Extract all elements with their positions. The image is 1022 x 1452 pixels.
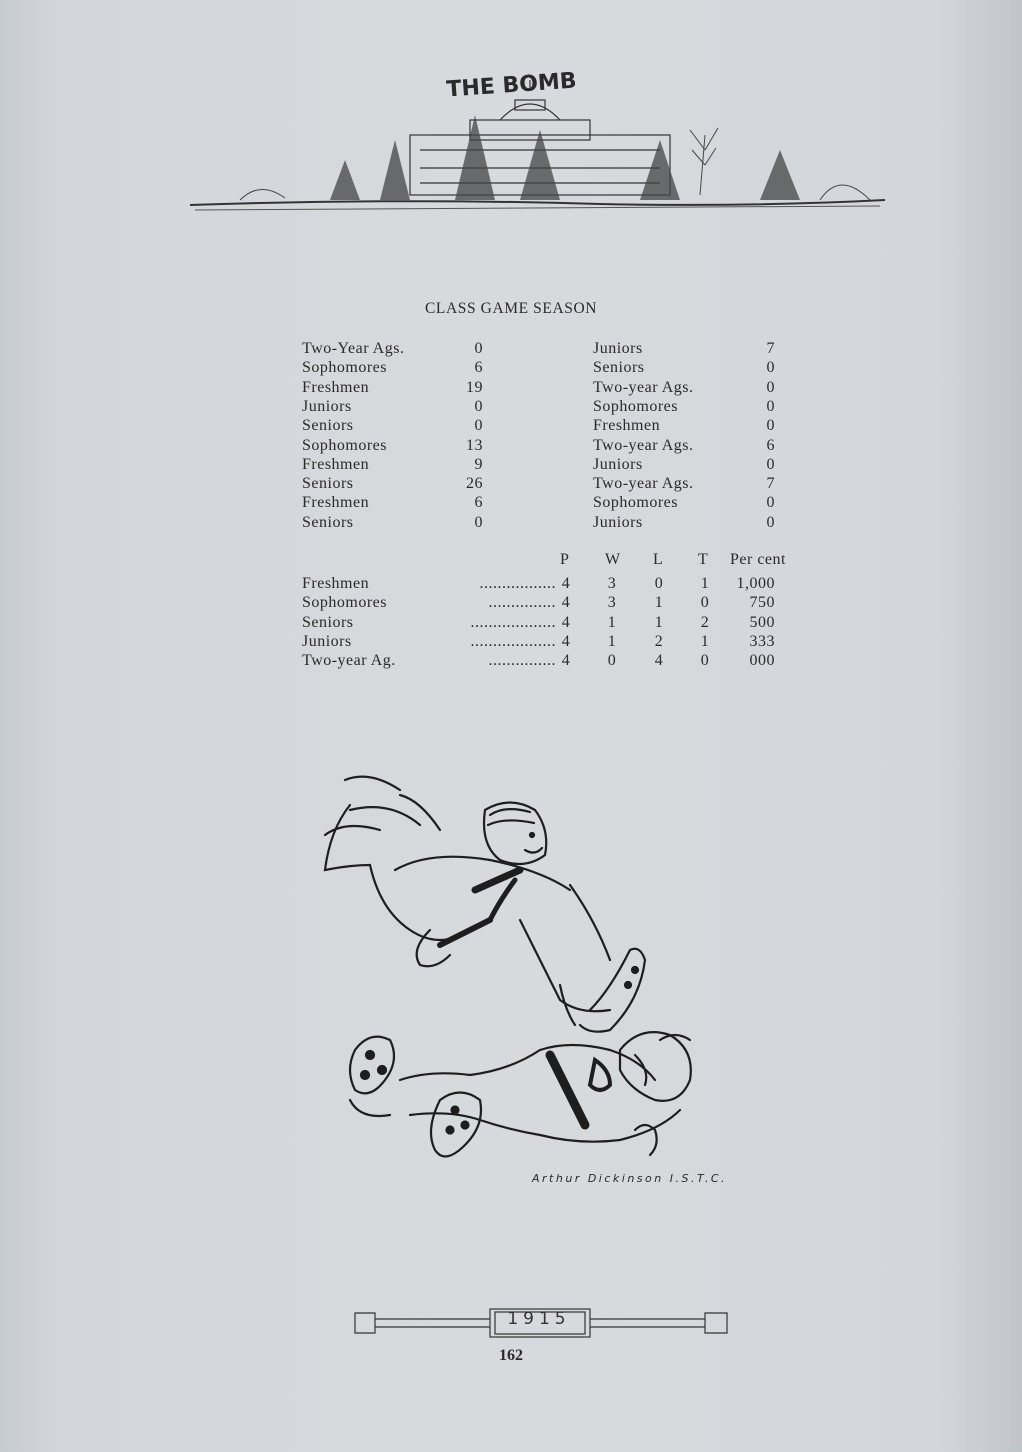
game-score-a: 0 <box>474 417 483 435</box>
standings-won: 3 <box>607 594 617 612</box>
game-score-a: 6 <box>474 494 483 512</box>
standings-lost: 2 <box>654 632 664 650</box>
col-header-w: W <box>605 551 621 568</box>
game-row <box>0 379 1022 398</box>
col-header-l: L <box>653 551 664 568</box>
standings-percent: 500 <box>749 613 775 631</box>
game-score-b: 0 <box>766 378 775 396</box>
game-row <box>0 340 1022 359</box>
game-score-a: 0 <box>474 513 483 531</box>
game-row <box>0 398 1022 417</box>
game-team-a: Sophomores <box>302 359 387 377</box>
game-team-a: Freshmen <box>302 455 370 473</box>
standings-lost: 1 <box>654 594 664 612</box>
game-score-a: 0 <box>474 397 483 415</box>
standings-leader-dots: ................. <box>479 575 556 592</box>
game-score-b: 0 <box>766 417 775 435</box>
col-header-pct: Per cent <box>730 551 786 568</box>
game-score-b: 0 <box>766 494 775 512</box>
game-row <box>0 417 1022 436</box>
game-score-a: 26 <box>466 475 483 493</box>
game-team-b: Juniors <box>593 455 643 473</box>
game-team-a: Freshmen <box>302 494 370 512</box>
standings-team: Seniors <box>302 613 354 631</box>
standings-played: 4 <box>561 594 571 612</box>
game-row <box>0 514 1022 533</box>
standings-lost: 0 <box>654 575 664 592</box>
standings-won: 1 <box>607 632 617 650</box>
game-team-b: Sophomores <box>593 494 678 512</box>
standings-won: 3 <box>607 575 617 592</box>
game-row <box>0 359 1022 378</box>
game-team-b: Two-year Ags. <box>593 436 694 454</box>
standings-team: Juniors <box>302 632 352 650</box>
game-row <box>0 456 1022 475</box>
standings-lost: 1 <box>654 613 664 631</box>
standings-percent: 333 <box>749 632 775 650</box>
game-score-b: 0 <box>766 513 775 531</box>
game-team-b: Freshmen <box>593 417 661 435</box>
masthead-illustration <box>0 0 1022 220</box>
col-header-p: P <box>560 551 570 568</box>
game-team-b: Sophomores <box>593 397 678 415</box>
game-score-b: 0 <box>766 397 775 415</box>
game-team-a: Sophomores <box>302 436 387 454</box>
game-score-a: 9 <box>474 455 483 473</box>
game-score-a: 19 <box>466 378 483 396</box>
standings-tied: 0 <box>700 594 710 612</box>
game-score-b: 7 <box>766 340 775 357</box>
artist-signature: Arthur Dickinson I.S.T.C. <box>532 1172 728 1185</box>
standings-tied: 2 <box>700 613 710 631</box>
section-title: CLASS GAME SEASON <box>424 300 598 317</box>
standings-percent: 750 <box>749 594 775 612</box>
standings-won: 1 <box>607 613 617 631</box>
standings-played: 4 <box>561 575 571 592</box>
standings-played: 4 <box>561 632 571 650</box>
game-team-b: Juniors <box>593 513 643 531</box>
standings-leader-dots: ............... <box>488 594 556 612</box>
standings-tied: 1 <box>700 575 710 592</box>
masthead-title: THE BOMB <box>445 68 578 103</box>
standings-team: Sophomores <box>302 594 387 612</box>
game-team-a: Seniors <box>302 513 354 531</box>
game-team-a: Seniors <box>302 417 354 435</box>
standings-team: Freshmen <box>302 575 370 592</box>
standings-leader-dots: ............... <box>488 652 556 670</box>
game-team-b: Two-year Ags. <box>593 475 694 493</box>
standings-played: 4 <box>561 613 571 631</box>
game-score-b: 6 <box>766 436 775 454</box>
game-team-a: Seniors <box>302 475 354 493</box>
game-row <box>0 437 1022 456</box>
game-team-b: Two-year Ags. <box>593 378 694 396</box>
game-row <box>0 494 1022 513</box>
standings-team: Two-year Ag. <box>302 652 396 670</box>
game-score-a: 6 <box>474 359 483 377</box>
standings-leader-dots: ................... <box>470 632 556 650</box>
football-cartoon-illustration <box>310 770 770 1190</box>
standings-played: 4 <box>561 652 571 670</box>
game-team-a: Two-Year Ags. <box>302 340 405 357</box>
col-header-t: T <box>698 551 709 568</box>
page-number: 162 <box>499 1347 523 1364</box>
standings-tied: 1 <box>700 632 710 650</box>
standings-lost: 4 <box>654 652 664 670</box>
standings-percent: 000 <box>749 652 775 670</box>
game-score-b: 7 <box>766 475 775 493</box>
game-team-a: Juniors <box>302 397 352 415</box>
standings-won: 0 <box>607 652 617 670</box>
game-score-a: 13 <box>466 436 483 454</box>
standings-percent: 1,000 <box>736 575 775 592</box>
game-row <box>0 475 1022 494</box>
footer-year: 1915 <box>507 1309 571 1329</box>
game-score-a: 0 <box>474 340 483 357</box>
standings-tied: 0 <box>700 652 710 670</box>
game-team-b: Juniors <box>593 340 643 357</box>
game-team-b: Seniors <box>593 359 645 377</box>
game-score-b: 0 <box>766 359 775 377</box>
game-score-b: 0 <box>766 455 775 473</box>
game-team-a: Freshmen <box>302 378 370 396</box>
standings-leader-dots: ................... <box>470 613 556 631</box>
